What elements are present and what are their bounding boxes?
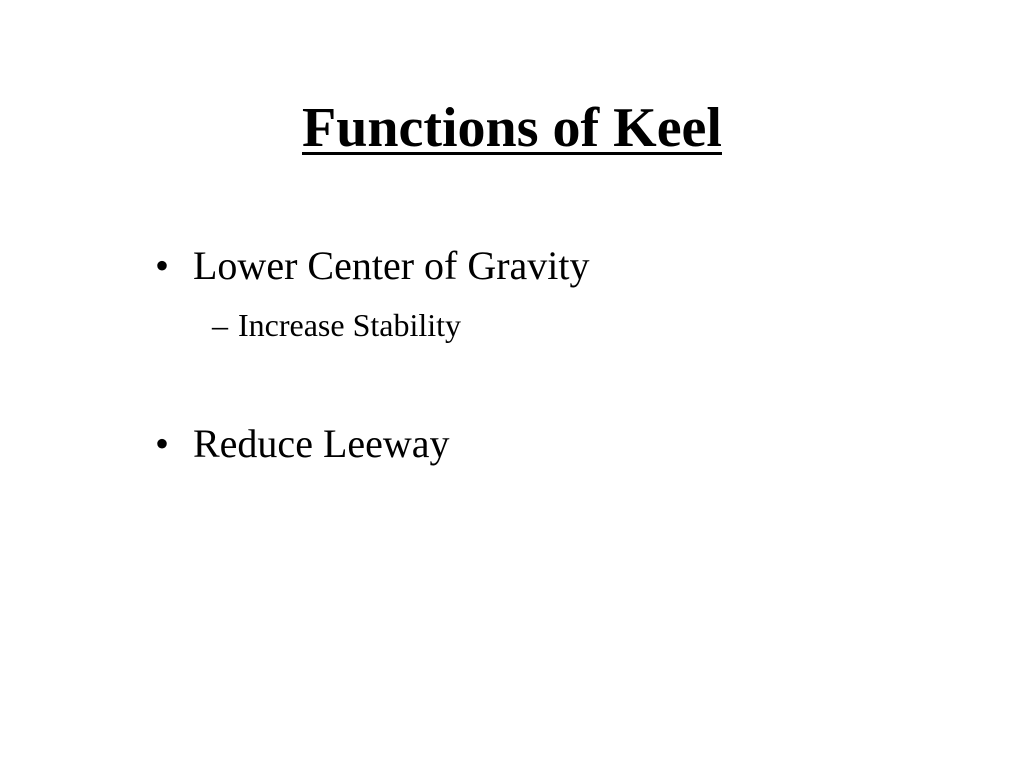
bullet-item xyxy=(155,242,590,290)
bullet-marker: • xyxy=(155,243,170,288)
slide-title xyxy=(0,96,1024,160)
slide-title-text: Functions of Keel xyxy=(302,97,722,159)
bullet-text: Lower Center of Gravity xyxy=(193,243,590,288)
bullet-marker: • xyxy=(155,421,170,466)
bullet-item xyxy=(155,420,450,468)
bullet-text: Reduce Leeway xyxy=(193,421,450,466)
sub-bullet-text: Increase Stability xyxy=(238,307,462,343)
sub-bullet-marker: – xyxy=(212,307,228,343)
sub-bullet-item xyxy=(212,306,461,344)
